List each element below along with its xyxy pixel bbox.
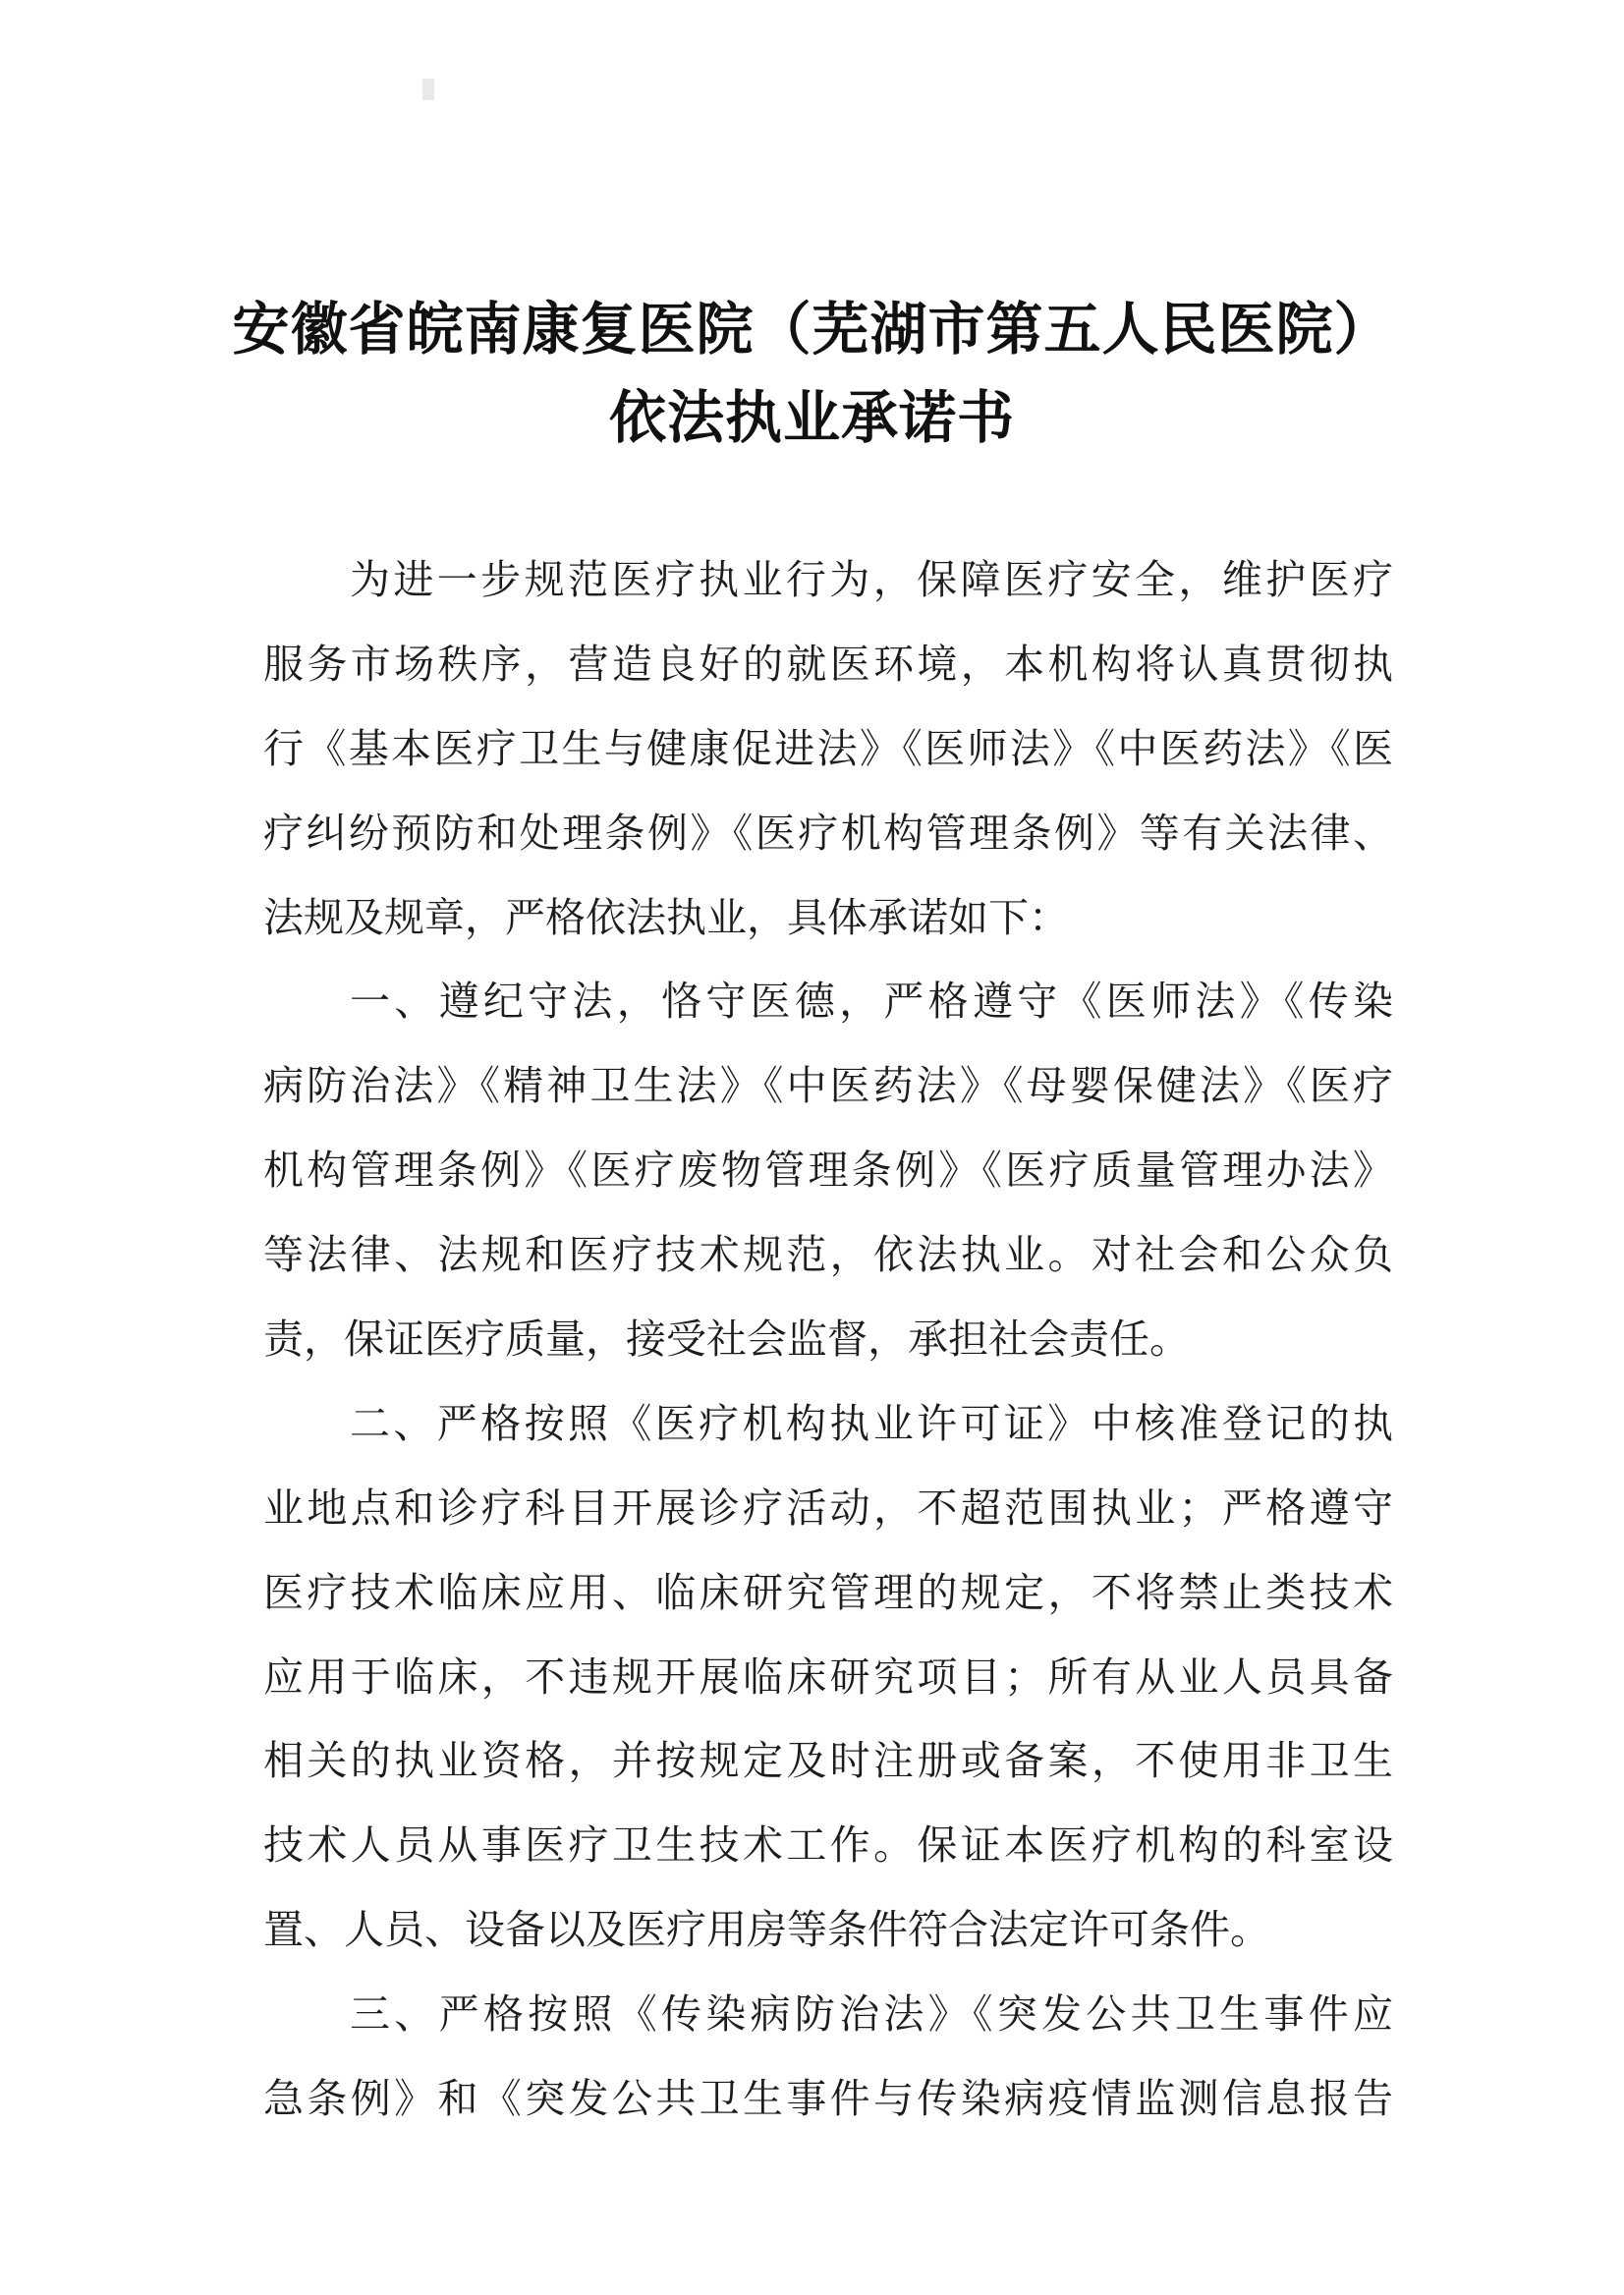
body-line: 置、人员、设备以及医疗用房等条件符合法定许可条件。 <box>263 1906 1270 1954</box>
body-line: 一、遵纪守法，恪守医德，严格遵守《医师法》《传染 <box>350 978 1393 1026</box>
body-line: 急条例》和《突发公共卫生事件与传染病疫情监测信息报告 <box>263 2075 1393 2123</box>
document-body <box>263 538 1393 2142</box>
body-line: 服务市场秩序，营造良好的就医环境，本机构将认真贯彻执 <box>263 640 1393 688</box>
body-line: 三、严格按照《传染病防治法》《突发公共卫生事件应 <box>350 1990 1393 2039</box>
body-line: 业地点和诊疗科目开展诊疗活动，不超范围执业；严格遵守 <box>263 1483 1393 1532</box>
body-line: 应用于临床，不违规开展临床研究项目；所有从业人员具备 <box>263 1652 1393 1701</box>
body-line: 疗纠纷预防和处理条例》《医疗机构管理条例》等有关法律、 <box>263 809 1393 857</box>
body-line: 行《基本医疗卫生与健康促进法》《医师法》《中医药法》《医 <box>263 724 1393 772</box>
body-line: 相关的执业资格，并按规定及时注册或备案，不使用非卫生 <box>263 1737 1393 1785</box>
document-title-line-2: 依法执业承诺书 <box>608 384 1015 451</box>
body-line: 二、严格按照《医疗机构执业许可证》中核准登记的执 <box>350 1399 1393 1447</box>
body-line: 责，保证医疗质量，接受社会监督，承担社会责任。 <box>263 1315 1190 1364</box>
body-line: 机构管理条例》《医疗废物管理条例》《医疗质量管理办法》 <box>263 1147 1393 1195</box>
body-line: 法规及规章，严格依法执业，具体承诺如下： <box>263 893 1069 941</box>
body-line: 医疗技术临床应用、临床研究管理的规定，不将禁止类技术 <box>263 1568 1393 1616</box>
document-title-line-1: 安徽省皖南康复医院（芜湖市第五人民医院） <box>232 296 1392 363</box>
body-line: 等法律、法规和医疗技术规范，依法执业。对社会和公众负 <box>263 1231 1393 1279</box>
body-line: 病防治法》《精神卫生法》《中医药法》《母婴保健法》《医疗 <box>263 1062 1393 1110</box>
body-line: 技术人员从事医疗卫生技术工作。保证本医疗机构的科室设 <box>263 1821 1393 1870</box>
body-line: 为进一步规范医疗执业行为，保障医疗安全，维护医疗 <box>350 556 1393 603</box>
scan-mark <box>422 79 434 100</box>
